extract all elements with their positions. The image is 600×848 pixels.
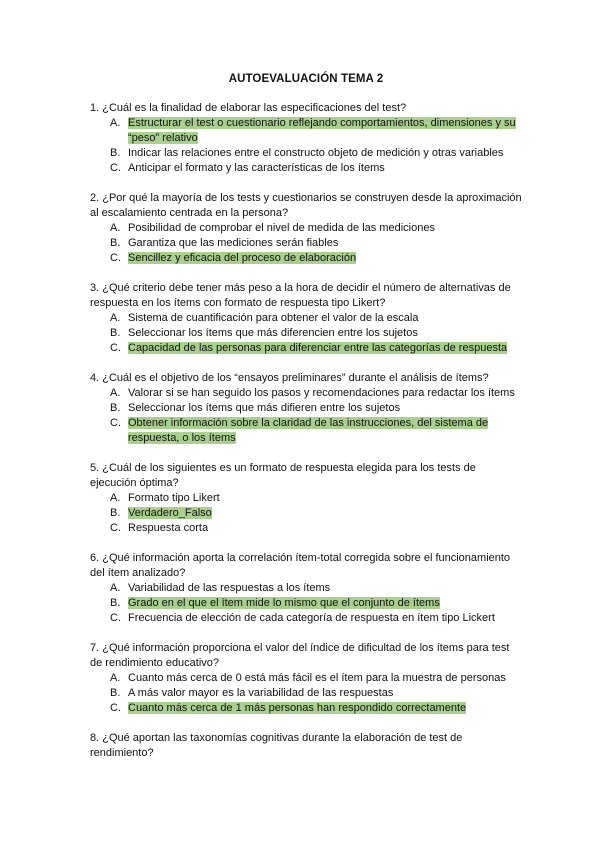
option: [90, 221, 522, 236]
option-text-wrap: [128, 701, 522, 716]
question-text: 8. ¿Qué aportan las taxonomías cognitivas durante la elaboración de test de rendimiento?: [90, 732, 463, 759]
option-text: Grado en el que el ítem mide lo mismo que el conjunto de ítems: [128, 597, 440, 609]
option-letter: B.: [110, 147, 121, 159]
option-text-wrap: [128, 311, 522, 326]
option-list: [90, 311, 522, 356]
option-text-wrap: [128, 596, 522, 611]
option-text: Formato tipo Likert: [128, 492, 220, 504]
option-text-wrap: [128, 251, 522, 266]
option-text: Verdadero_Falso: [128, 507, 212, 519]
question-text: 7. ¿Qué información proporciona el valor del índice de dificultad de los ítems para test de rendimiento educativo?: [90, 642, 510, 669]
question-text: 3. ¿Qué criterio debe tener más peso a la hora de decidir el número de alternativas de respuesta en los ítems con formato de respuesta tipo Likert?: [90, 282, 511, 309]
option-letter: C.: [110, 162, 121, 174]
option-text: Cuanto más cerca de 0 está más fácil es el ítem para la muestra de personas: [128, 672, 506, 684]
option-text: Garantiza que las mediciones serán fiables: [128, 237, 339, 249]
option-text: Sencillez y eficacia del proceso de elaboración: [128, 252, 357, 264]
option-text-wrap: [128, 671, 522, 686]
option-letter: B.: [110, 237, 121, 249]
option-text: Sistema de cuantificación para obtener el valor de la escala: [128, 312, 419, 324]
option-text-wrap: [128, 581, 522, 596]
option-letter: C.: [110, 522, 121, 534]
question-4: [90, 371, 522, 446]
question-text: 2. ¿Por qué la mayoría de los tests y cuestionarios se construyen desde la aproximación al escalamiento centrada en la persona?: [90, 192, 522, 219]
option-letter: B.: [110, 597, 121, 609]
option-letter: C.: [110, 417, 121, 429]
option-correct: [90, 251, 522, 266]
option: [90, 611, 522, 626]
option: [90, 686, 522, 701]
question-3: [90, 281, 522, 356]
option-text: A más valor mayor es la variabilidad de las respuestas: [128, 687, 394, 699]
option: [90, 581, 522, 596]
option: [90, 161, 522, 176]
document-title: AUTOEVALUACIÓN TEMA 2: [228, 73, 384, 85]
option-text: Capacidad de las personas para diferenciar entre las categorías de respuesta: [128, 342, 508, 354]
question-8: [90, 731, 522, 761]
option-text: Frecuencia de elección de cada categoría de respuesta en ítem tipo Lickert: [128, 612, 495, 624]
option-list: [90, 221, 522, 266]
option-letter: A.: [110, 222, 121, 234]
option: [90, 386, 522, 401]
option-text-wrap: [128, 416, 522, 446]
option-letter: B.: [110, 687, 121, 699]
option-text-wrap: [128, 401, 522, 416]
option: [90, 491, 522, 506]
option-letter: B.: [110, 327, 121, 339]
option-correct: [90, 416, 522, 446]
option-correct: [90, 341, 522, 356]
question-text: 6. ¿Qué información aporta la correlación ítem-total corregida sobre el funcionamiento del ítem analizado?: [90, 552, 511, 579]
option-letter: A.: [110, 312, 121, 324]
option-text: Obtener información sobre la claridad de las instrucciones, del sistema de respuesta, o los ítems: [128, 417, 489, 444]
option-letter: C.: [110, 252, 121, 264]
option-text-wrap: [128, 506, 522, 521]
option-list: [90, 386, 522, 446]
option-list: [90, 581, 522, 626]
option-text: Estructurar el test o cuestionario reflejando comportamientos, dimensiones y su “peso” relativo: [128, 117, 516, 144]
option-text: Seleccionar los ítems que más difieren entre los sujetos: [128, 402, 401, 414]
option-correct: [90, 596, 522, 611]
question-text: 5. ¿Cuál de los siguientes es un formato de respuesta elegida para los tests de ejecución óptima?: [90, 462, 476, 489]
question-2: [90, 191, 522, 266]
option-text: Valorar si se han seguido los pasos y recomendaciones para redactar los ítems: [128, 387, 515, 399]
option-correct: [90, 506, 522, 521]
option: [90, 671, 522, 686]
option-letter: B.: [110, 402, 121, 414]
option-list: [90, 491, 522, 536]
option-text-wrap: [128, 116, 522, 146]
question-1: [90, 101, 522, 176]
option: [90, 311, 522, 326]
option-letter: C.: [110, 612, 121, 624]
option-text: Indicar las relaciones entre el constructo objeto de medición y otras variables: [128, 147, 504, 159]
option-list: [90, 116, 522, 176]
option-text-wrap: [128, 161, 522, 176]
question-text: 4. ¿Cuál es el objetivo de los “ensayos preliminares” durante el análisis de ítems?: [90, 372, 489, 384]
option-text-wrap: [128, 611, 522, 626]
option-text-wrap: [128, 236, 522, 251]
option-list: [90, 671, 522, 716]
option-text-wrap: [128, 146, 522, 161]
option-text-wrap: [128, 521, 522, 536]
option-correct: [90, 701, 522, 716]
option-text-wrap: [128, 221, 522, 236]
option-text: Cuanto más cerca de 1 más personas han respondido correctamente: [128, 702, 467, 714]
option-letter: A.: [110, 582, 121, 594]
option-text-wrap: [128, 686, 522, 701]
option: [90, 146, 522, 161]
option-letter: B.: [110, 507, 121, 519]
option-text: Anticipar el formato y las características de los ítems: [128, 162, 385, 174]
question-7: [90, 641, 522, 716]
option-letter: A.: [110, 492, 121, 504]
option-text: Seleccionar los ítems que más diferencien entre los sujetos: [128, 327, 418, 339]
question-6: [90, 551, 522, 626]
option-letter: A.: [110, 387, 121, 399]
question-text: 1. ¿Cuál es la finalidad de elaborar las especificaciones del test?: [90, 102, 407, 114]
question-list: [90, 101, 522, 761]
option: [90, 521, 522, 536]
option-letter: A.: [110, 117, 121, 129]
option-letter: A.: [110, 672, 121, 684]
option: [90, 326, 522, 341]
option-text: Variabilidad de las respuestas a los ítems: [128, 582, 331, 594]
option-text-wrap: [128, 386, 522, 401]
question-5: [90, 461, 522, 536]
option-letter: C.: [110, 702, 121, 714]
option-correct: [90, 116, 522, 146]
option-text-wrap: [128, 491, 522, 506]
option-text-wrap: [128, 341, 522, 356]
option-letter: C.: [110, 342, 121, 354]
option-text: Posibilidad de comprobar el nivel de medida de las mediciones: [128, 222, 435, 234]
option: [90, 401, 522, 416]
option-text-wrap: [128, 326, 522, 341]
option-text: Respuesta corta: [128, 522, 209, 534]
option: [90, 236, 522, 251]
